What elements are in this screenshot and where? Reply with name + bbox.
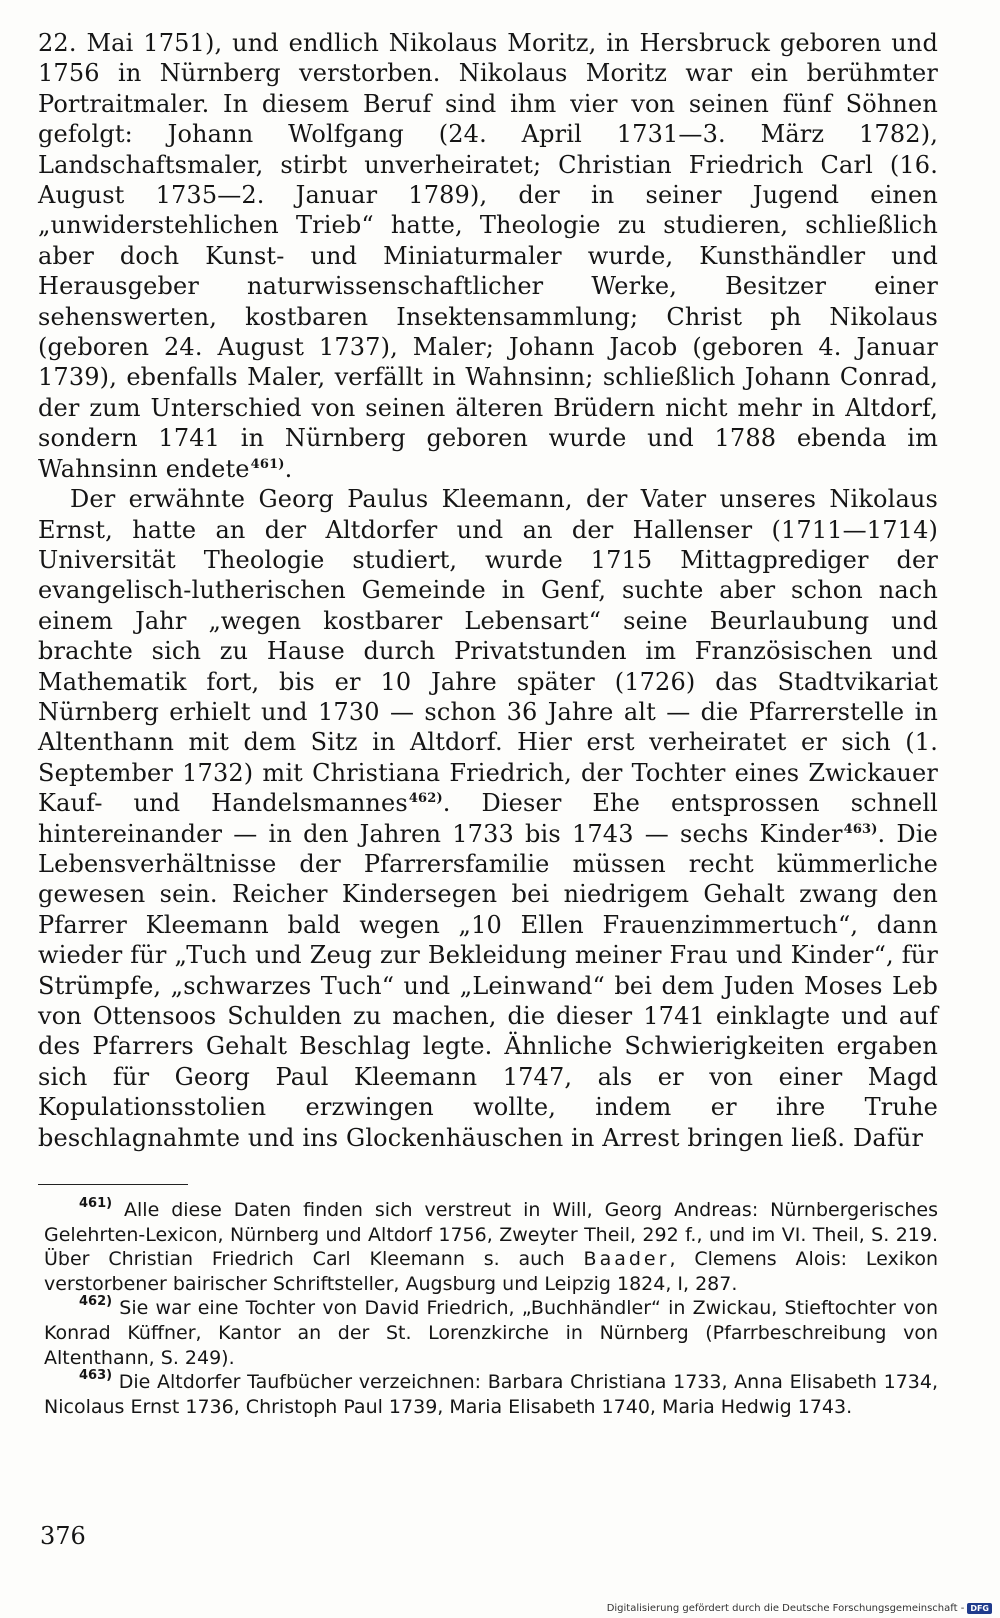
body-paragraph <box>38 484 938 1153</box>
digitization-note-text: Digitalisierung gefördert durch die Deutsche Forschungsgemeinschaft - <box>606 1603 965 1614</box>
footnote-reference: 463) <box>79 1368 113 1384</box>
text-run: . Dieser Ehe entsprossen schnell hintereinander — in den Jahren 1733 bis 1743 — sechs Kinder <box>38 789 938 848</box>
spaced-name: Baader <box>583 1248 670 1271</box>
footnote-reference: 461) <box>250 456 285 472</box>
footnote-reference: 463) <box>843 821 878 837</box>
footnote-reference: 461) <box>79 1196 113 1211</box>
text-run: 22. Mai 1751), und endlich Nikolaus Moritz, in Hersbruck geboren und 1756 in Nürnberg verstorben. Nikolaus Moritz war ein berühmter Portraitmaler. In diesem Beruf sind ihm vier von seinen fünf Söhnen gefolgt: Johann Wolfgang (24. April 1731—3. März 1782), Landschaftsmaler, stirbt unverheiratet; Christian Friedrich Carl (16. August 1735—2. Januar 1789), der in seiner Jugend einen „unwiderstehlichen Trieb“ hatte, Theologie zu studieren, schließlich aber doch Kunst- und Miniaturmaler wurde, Kunsthändler und Herausgeber naturwissenschaftlicher Werke, Besitzer einer sehenswerten, kostbaren Insektensammlung; Christ ph Nikolaus (geboren 24. August 1737), Maler; Johann Jacob (geboren 4. Januar 1739), ebenfalls Maler, verfällt in Wahnsinn; schließlich Johann Conrad, der zum Unterschied von seinen älteren Brüdern nicht mehr in Altdorf, sondern 1741 in Nürnberg geboren wurde und 1788 ebenda im Wahnsinn endete <box>38 29 938 483</box>
text-run: . <box>284 454 293 483</box>
digitization-credit <box>607 1603 992 1614</box>
text-run: Der erwähnte Georg Paulus Kleemann, der Vater unseres Nikolaus Ernst, hatte an der Altdorfer und an der Hallenser (1711—1714) Universität Theologie studiert, wurde 1715 Mittagprediger der evangelisch-lutherischen Gemeinde in Genf, suchte aber schon nach einem Jahr „wegen kostbarer Lebensart“ seine Beurlaubung und brachte sich zu Hause durch Privatstunden im Französischen und Mathematik fort, bis er 10 Jahre später (1726) das Stadtvikariat Nürnberg erhielt und 1730 — schon 36 Jahre alt — die Pfarrerstelle in Altenthann mit dem Sitz in Altdorf. Hier erst verheiratet er sich (1. September 1732) mit Christiana Friedrich, der Tochter eines Zwickauer Kauf- und Handelsmannes <box>38 485 938 818</box>
footnote <box>44 1198 938 1296</box>
text-run: Die Altdorfer Taufbücher verzeichnen: Barbara Christiana 1733, Anna Elisabeth 1734, Nicolaus Ernst 1736, Christoph Paul 1739, Maria Elisabeth 1740, Maria Hedwig 1743. <box>44 1371 938 1418</box>
footnote-reference: 462) <box>408 791 443 807</box>
text-run: Alle diese Daten finden sich verstreut in Will, Georg Andreas: Nürnbergerisches Gelehrten-Lexicon, Nürnberg und Altdorf 1756, Zweyter Theil, 292 f., und im VI. Theil, S. 219. Über Christian Friedrich Carl Kleemann s. auch <box>44 1199 938 1271</box>
main-text-body <box>38 28 938 1153</box>
footnote-separator <box>38 1184 188 1185</box>
text-run: , Clemens Alois: Lexikon verstorbener bairischer Schriftsteller, Augsburg und Leipzig 1824, I, 287. <box>44 1248 938 1295</box>
footnote <box>44 1296 938 1370</box>
dfg-logo-icon: DFG <box>967 1603 992 1614</box>
page-number: 376 <box>40 1522 86 1550</box>
text-run: . Die Lebensverhältnisse der Pfarrersfamilie müssen recht kümmerliche gewesen sein. Reicher Kindersegen bei niedrigem Gehalt zwang den Pfarrer Kleemann bald wegen „10 Ellen Frauenzimmertuch“, dann wieder für „Tuch und Zeug zur Bekleidung meiner Frau und Kinder“, für Strümpfe, „schwarzes Tuch“ und „Leinwand“ bei dem Juden Moses Leb von Ottensoos Schulden zu machen, die dieser 1741 einklagte und auf des Pfarrers Gehalt Beschlag legte. Ähnliche Schwierigkeiten ergaben sich für Georg Paul Kleemann 1747, als er von einer Magd Kopulationsstolien erzwingen wollte, indem er ihre Truhe beschlagnahmte und ins Glockenhäuschen in Arrest bringen ließ. Dafür <box>38 819 938 1152</box>
body-paragraph <box>38 28 938 484</box>
footnotes-section <box>44 1198 938 1419</box>
text-run: Sie war eine Tochter von David Friedrich, „Buchhändler“ in Zwickau, Stieftochter von Konrad Küffner, Kantor an der St. Lorenzkirche in Nürnberg (Pfarrbeschreibung von Altenthann, S. 249). <box>44 1297 938 1369</box>
footnote-reference: 462) <box>79 1294 113 1310</box>
footnote <box>44 1370 938 1419</box>
